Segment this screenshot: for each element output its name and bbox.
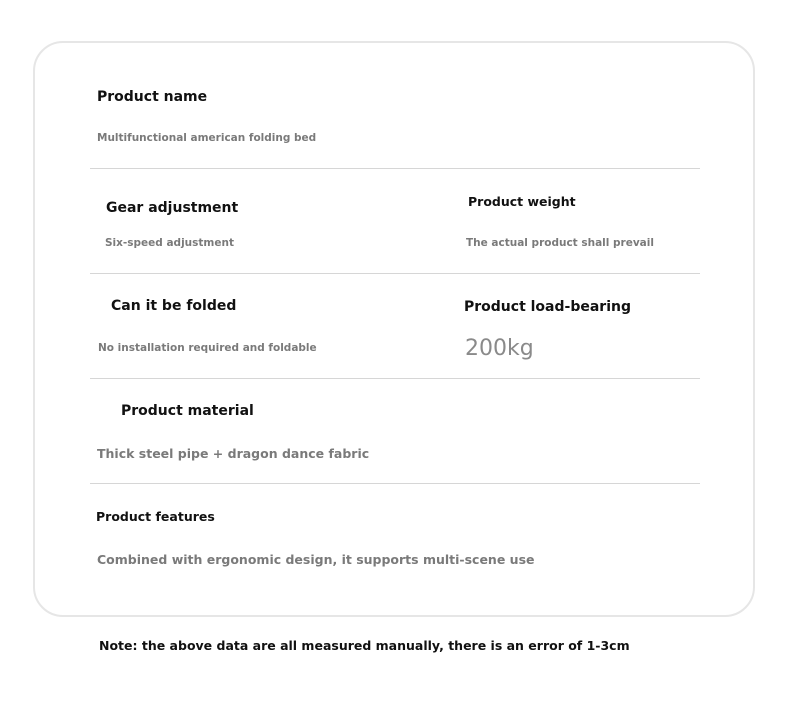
row-divider [90,483,700,484]
row-divider [90,168,700,169]
row-divider [90,378,700,379]
material-value: Thick steel pipe + dragon dance fabric [97,446,370,461]
material-label: Product material [121,403,254,419]
measurement-note: Note: the above data are all measured manually, there is an error of 1-3cm [99,638,630,653]
can-fold-value: No installation required and foldable [98,342,317,354]
can-fold-label: Can it be folded [111,298,237,314]
load-bearing-label: Product load-bearing [464,299,631,315]
product-weight-label: Product weight [468,194,576,209]
features-label: Product features [96,509,215,524]
gear-adjustment-label: Gear adjustment [106,200,239,216]
product-weight-value: The actual product shall prevail [466,237,654,249]
gear-adjustment-value: Six-speed adjustment [105,237,234,249]
spec-card [33,41,755,617]
features-value: Combined with ergonomic design, it supports multi-scene use [97,552,535,567]
load-bearing-value: 200kg [465,336,534,361]
product-name-label: Product name [97,89,208,105]
row-divider [90,273,700,274]
product-name-value: Multifunctional american folding bed [97,132,317,144]
